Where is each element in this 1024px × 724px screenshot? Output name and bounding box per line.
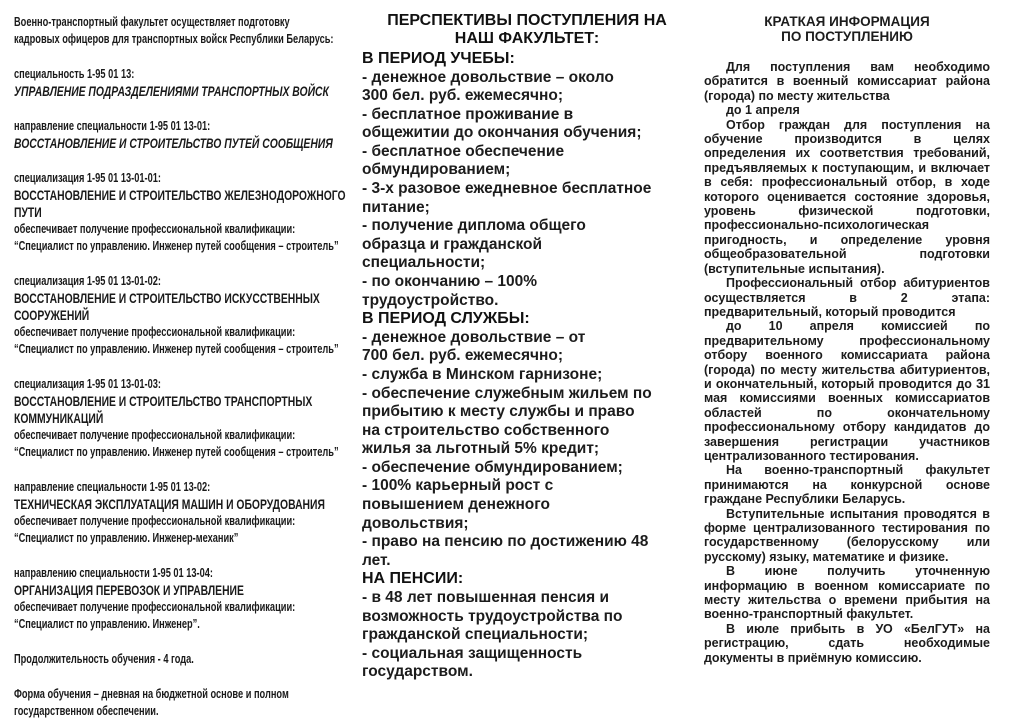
benefit-line: 700 бел. руб. ежемесячно;	[362, 347, 564, 365]
admission-paragraph: Отбор граждан для поступления на обучение производится в целях определения их соответствия требований, предъявляемых к поступающим, и включает в себя: профессиональный отбор, в ходе которого оценивается состояние здоровья, уровень физической подготовки, профессионально-психологическая пригодность, и определение уровня общеобразовательной подготовки (вступительные испытания).	[704, 117, 990, 276]
specialty-line: обеспечивает получение профессиональной квалификации:	[14, 428, 296, 442]
specialty-name: ВОССТАНОВЛЕНИЕ И СТРОИТЕЛЬСТВО ИСКУССТВЕННЫХ СООРУЖЕНИЙ	[14, 290, 320, 323]
specialty-name: ВОССТАНОВЛЕНИЕ И СТРОИТЕЛЬСТВО ЖЕЛЕЗНОДОРОЖНОГО ПУТИ	[14, 187, 346, 220]
benefit-line: общежитии до окончания обучения;	[362, 124, 642, 142]
specialty-line: специализация 1-95 01 13-01-01:	[14, 171, 161, 185]
specialty-name: ОРГАНИЗАЦИЯ ПЕРЕВОЗОК И УПРАВЛЕНИЕ	[14, 582, 244, 598]
benefit-line: специальности;	[362, 254, 486, 272]
benefit-line: прибытию к месту службы и право	[362, 403, 635, 421]
benefit-line: гражданской специальности;	[362, 626, 589, 644]
specialty-line: “Специалист по управлению. Инженер”.	[14, 617, 200, 631]
specialty-line: специализация 1-95 01 13-01-03:	[14, 377, 161, 391]
specialty-line: обеспечивает получение профессиональной квалификации:	[14, 222, 296, 236]
benefit-line: повышением денежного	[362, 496, 550, 514]
benefit-line: - обеспечение служебным жильем по	[362, 384, 652, 402]
benefit-line: - обеспечение обмундированием;	[362, 458, 623, 476]
benefit-line: государством.	[362, 663, 473, 681]
specialty-block	[14, 273, 359, 358]
prospects-title: ПЕРСПЕКТИВЫ ПОСТУПЛЕНИЯ НА НАШ ФАКУЛЬТЕТ:	[387, 12, 667, 47]
specialty-line: обеспечивает получение профессиональной квалификации:	[14, 514, 296, 528]
study-duration: Продолжительность обучения - 4 года.	[14, 652, 194, 666]
specialty-line: специализация 1-95 01 13-01-02:	[14, 274, 161, 288]
admission-paragraph: Вступительные испытания проводятся в форме централизованного тестирования по государственному (белорусскому или русскому) языку, математике и физике.	[704, 506, 990, 564]
benefit-line: - 100% карьерный рост с	[362, 477, 554, 495]
benefit-line: - бесплатное проживание в	[362, 105, 574, 123]
section-heading: В ПЕРИОД СЛУЖБЫ:	[362, 310, 530, 328]
benefit-line: - 3-х разовое ежедневное бесплатное	[362, 180, 652, 198]
benefit-line: - бесплатное обеспечение	[362, 142, 565, 160]
admission-paragraph: Для поступления вам необходимо обратится в военный комиссариат района (города) по месту жительства	[704, 60, 990, 103]
specialty-name: ВОССТАНОВЛЕНИЕ И СТРОИТЕЛЬСТВО ТРАНСПОРТНЫХ КОММУНИКАЦИЙ	[14, 393, 313, 426]
admission-paragraph: до 1 апреля	[726, 103, 800, 118]
specialty-line: направлению специальности 1-95 01 13-04:	[14, 566, 214, 580]
specialty-name: ВОССТАНОВЛЕНИЕ И СТРОИТЕЛЬСТВО ПУТЕЙ СООБЩЕНИЯ	[14, 135, 333, 151]
benefit-line: на строительство собственного	[362, 421, 610, 439]
specialty-line: “Специалист по управлению. Инженер-механик”	[14, 531, 239, 545]
specialty-block	[14, 66, 359, 100]
benefit-line: - по окончанию – 100%	[362, 273, 538, 291]
benefit-line: - право на пенсию по достижению 48	[362, 533, 649, 551]
intro-line: Военно-транспортный факультет осуществляет подготовку	[14, 15, 290, 29]
benefit-line: жилья за льготный 5% кредит;	[362, 440, 600, 458]
specialty-line: обеспечивает получение профессиональной квалификации:	[14, 325, 296, 339]
specialty-block	[14, 118, 359, 152]
admission-paragraph: В июне получить уточненную информацию в военном комиссариате по месту жительства о времени прибытия на военно-транспортный факультет.	[704, 564, 990, 622]
prospects-column	[362, 12, 692, 682]
admission-info-column	[704, 14, 990, 665]
section-heading: НА ПЕНСИИ:	[362, 570, 464, 588]
study-form-line: Форма обучения – дневная на бюджетной основе и полном	[14, 687, 289, 701]
study-form-line: государственном обеспечении.	[14, 704, 159, 718]
specialty-block	[14, 376, 359, 461]
specialty-line: “Специалист по управлению. Инженер путей сообщения – строитель”	[14, 239, 339, 253]
admission-paragraph: Профессиональный отбор абитуриентов осуществляется в 2 этапа: предварительный, который проводится	[704, 276, 990, 319]
benefit-line: - в 48 лет повышенная пенсия и	[362, 588, 610, 606]
intro-line: кадровых офицеров для транспортных войск Республики Беларусь:	[14, 32, 334, 46]
specialty-name: ТЕХНИЧЕСКАЯ ЭКСПЛУАТАЦИЯ МАШИН И ОБОРУДОВАНИЯ	[14, 496, 325, 512]
admission-paragraph: В июле прибыть в УО «БелГУТ» на регистрацию, сдать необходимые документы в приёмную комиссию.	[704, 621, 990, 665]
specialty-line: направление специальности 1-95 01 13-01:	[14, 119, 211, 133]
specialty-block	[14, 170, 359, 255]
benefit-line: - служба в Минском гарнизоне;	[362, 365, 603, 383]
benefit-line: - денежное довольствие – около	[362, 68, 614, 86]
section-heading: В ПЕРИОД УЧЕБЫ:	[362, 50, 515, 67]
benefit-line: образца и гражданской	[362, 235, 543, 253]
specialty-line: обеспечивает получение профессиональной квалификации:	[14, 600, 296, 614]
benefit-line: лет.	[362, 551, 391, 569]
admission-info-title: КРАТКАЯ ИНФОРМАЦИЯ ПО ПОСТУПЛЕНИЮ	[764, 14, 930, 44]
specialty-line: “Специалист по управлению. Инженер путей сообщения – строитель”	[14, 445, 339, 459]
specialty-block	[14, 479, 359, 547]
specialty-block	[14, 565, 359, 633]
specialties-column	[14, 14, 359, 720]
benefit-line: возможность трудоустройства по	[362, 607, 623, 625]
specialty-line: “Специалист по управлению. Инженер путей сообщения – строитель”	[14, 342, 339, 356]
specialty-line: направление специальности 1-95 01 13-02:	[14, 480, 211, 494]
benefit-line: довольствия;	[362, 514, 469, 532]
benefit-line: 300 бел. руб. ежемесячно;	[362, 87, 564, 105]
benefit-line: - социальная защищенность	[362, 644, 583, 662]
benefit-line: питание;	[362, 198, 430, 216]
admission-paragraph: до 10 апреля комиссией по предварительному профессиональному отбору военного комиссариата района (города) по месту жительства абитуриентов, и окончательный, который проводится до 31 мая комиссиями военных комиссариатов областей по окончательному профессиональному отбору кандидатов до завершения регистрации участников централизованного тестирования.	[704, 319, 990, 463]
specialty-line: специальность 1-95 01 13:	[14, 67, 135, 81]
benefit-line: трудоустройство.	[362, 291, 499, 309]
specialty-name: УПРАВЛЕНИЕ ПОДРАЗДЕЛЕНИЯМИ ТРАНСПОРТНЫХ ВОЙСК	[14, 83, 329, 99]
benefit-line: - получение диплома общего	[362, 217, 586, 235]
admission-paragraph: На военно-транспортный факультет принимаются на конкурсной основе граждане Республики Беларусь.	[704, 463, 990, 507]
benefit-line: - денежное довольствие – от	[362, 328, 586, 346]
benefit-line: обмундированием;	[362, 161, 511, 179]
